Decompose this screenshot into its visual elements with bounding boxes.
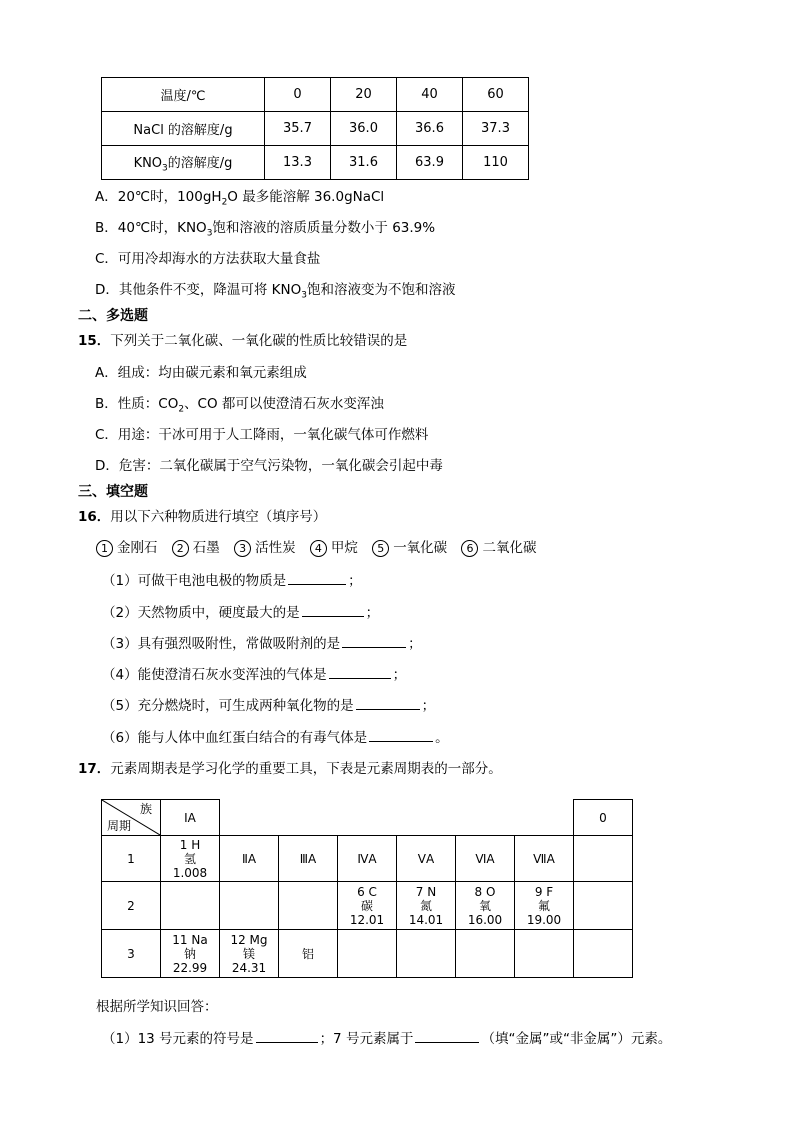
atomic-mass: 19.00 — [526, 912, 562, 927]
q17-sub-1 — [102, 1030, 671, 1048]
substance-name: 活性炭 — [255, 540, 296, 556]
question-number: 16． — [78, 509, 111, 525]
substance-name: 一氧化碳 — [393, 540, 448, 556]
element-name: 钠 — [183, 946, 196, 961]
punctuation: ； — [392, 667, 407, 683]
sub-question-text: ；7 号元素属于 — [319, 1031, 414, 1047]
table-cell: 35.7 — [265, 112, 331, 146]
group-header: ⅠA — [161, 800, 220, 836]
element-n — [397, 882, 456, 930]
punctuation: ； — [365, 605, 380, 621]
element-name: 氟 — [537, 898, 550, 913]
sub-question-text: （1）可做干电池电极的物质是 — [102, 573, 287, 589]
empty-cell — [161, 882, 220, 930]
option-text: B．性质：CO — [95, 396, 179, 412]
group-header: ⅢA — [279, 836, 338, 882]
question-text: 用以下六种物质进行填空（填序号） — [110, 509, 327, 525]
answer-blank[interactable] — [415, 1030, 479, 1043]
group-header: ⅤA — [397, 836, 456, 882]
element-name: 碳 — [360, 898, 373, 913]
q15-option-b — [95, 395, 384, 419]
element-f — [515, 882, 574, 930]
element-symbol: 7 N — [415, 884, 437, 899]
table-row — [102, 836, 633, 882]
sub-question-text: （2）天然物质中，硬度最大的是 — [102, 605, 300, 621]
q16-sub-6 — [102, 729, 449, 747]
subscript: 2 — [178, 404, 185, 415]
element-name: 镁 — [242, 946, 255, 961]
punctuation: ； — [421, 698, 436, 714]
q15-option-a: A．组成：均由碳元素和氧元素组成 — [95, 365, 307, 381]
empty-cell — [574, 930, 633, 978]
empty-cell — [574, 882, 633, 930]
number-circle: 6 — [461, 540, 478, 557]
group-header: ⅥA — [456, 836, 515, 882]
solubility-table — [101, 77, 529, 180]
corner-cell — [102, 800, 161, 836]
element-name: 氮 — [419, 898, 432, 913]
option-text: 饱和溶液的溶质质量分数小于 63.9% — [212, 220, 436, 236]
table-cell: 63.9 — [397, 146, 463, 180]
table-cell: 13.3 — [265, 146, 331, 180]
group-header: ⅡA — [220, 836, 279, 882]
header-cell: 20 — [331, 78, 397, 112]
subscript: 3 — [162, 163, 168, 174]
row-label — [102, 146, 265, 180]
answer-blank[interactable] — [342, 635, 406, 648]
punctuation: ； — [408, 636, 422, 652]
table-row — [102, 112, 529, 146]
empty-cell — [397, 930, 456, 978]
empty-cell — [279, 882, 338, 930]
substance-name: 石墨 — [192, 540, 220, 556]
table-cell: 110 — [463, 146, 529, 180]
period-label: 周期 — [107, 819, 132, 833]
q16-sub-2 — [102, 604, 379, 622]
option-text: O 最多能溶解 36.0gNaCl — [227, 189, 385, 205]
subscript: 2 — [221, 197, 228, 208]
label-text: 的溶解度/g — [167, 155, 233, 171]
punctuation: ； — [348, 573, 362, 589]
empty-cell — [574, 836, 633, 882]
question-text: 元素周期表是学习化学的重要工具，下表是元素周期表的一部分。 — [110, 761, 502, 777]
subscript: 3 — [206, 228, 213, 239]
label-text: KNO — [133, 155, 163, 171]
question-number: 17． — [78, 761, 111, 777]
answer-blank[interactable] — [329, 666, 391, 679]
sub-question-text: （填“金属”或“非金属”）元素。 — [481, 1031, 672, 1047]
empty-cell — [456, 930, 515, 978]
atomic-mass: 12.01 — [349, 912, 385, 927]
number-circle: 5 — [372, 540, 389, 557]
substance-name: 甲烷 — [330, 540, 358, 556]
atomic-mass: 24.31 — [231, 960, 267, 975]
q14-option-c: C．可用冷却海水的方法获取大量食盐 — [95, 251, 321, 267]
q14-option-b — [95, 219, 435, 243]
question-number: 15． — [78, 333, 111, 349]
sub-question-text: （1）13 号元素的符号是 — [102, 1031, 254, 1047]
answer-blank[interactable] — [356, 697, 420, 710]
atomic-mass: 1.008 — [172, 865, 208, 880]
element-symbol: 9 F — [534, 884, 554, 899]
element-symbol: 1 H — [179, 837, 201, 852]
answer-blank[interactable] — [302, 604, 364, 617]
q15-option-d: D．危害：二氧化碳属于空气污染物，一氧化碳会引起中毒 — [95, 458, 443, 474]
empty-cell — [220, 882, 279, 930]
header-cell: 0 — [265, 78, 331, 112]
q14-option-d — [95, 281, 456, 305]
substance-name: 金刚石 — [117, 540, 158, 556]
sub-question-text: （4）能使澄清石灰水变浑浊的气体是 — [102, 667, 327, 683]
option-text: A．20℃时，100gH — [95, 189, 222, 205]
element-na — [161, 930, 220, 978]
element-symbol: 12 Mg — [230, 932, 268, 947]
header-cell: 40 — [397, 78, 463, 112]
q15-option-c: C．用途：干冰可用于人工降雨，一氧化碳气体可作燃料 — [95, 427, 429, 443]
option-text: 饱和溶液变为不饱和溶液 — [307, 282, 456, 298]
punctuation: 。 — [435, 730, 449, 746]
empty-cell — [338, 930, 397, 978]
answer-blank[interactable] — [256, 1030, 318, 1043]
element-symbol: 6 C — [357, 884, 377, 899]
question-text: 下列关于二氧化碳、一氧化碳的性质比较错误的是 — [110, 333, 408, 349]
number-circle: 2 — [172, 540, 189, 557]
table-row — [102, 78, 529, 112]
sub-question-text: （3）具有强烈吸附性，常做吸附剂的是 — [102, 636, 341, 652]
element-o — [456, 882, 515, 930]
number-circle: 3 — [234, 540, 251, 557]
number-circle: 4 — [310, 540, 327, 557]
q16-sub-1 — [102, 572, 362, 590]
atomic-mass: 22.99 — [172, 960, 208, 975]
group-header: 0 — [574, 800, 633, 836]
answer-blank[interactable] — [288, 572, 346, 585]
empty-cell — [515, 930, 574, 978]
period-number: 2 — [102, 882, 161, 930]
table-cell: 36.6 — [397, 112, 463, 146]
table-cell: 31.6 — [331, 146, 397, 180]
period-number: 3 — [102, 930, 161, 978]
q16-sub-3 — [102, 635, 422, 653]
element-symbol: 8 O — [474, 884, 496, 899]
table-cell: 37.3 — [463, 112, 529, 146]
atomic-mass: 16.00 — [467, 912, 503, 927]
q15-stem — [78, 332, 407, 350]
table-row — [102, 800, 633, 836]
q16-stem — [78, 508, 326, 526]
header-cell: 温度/℃ — [102, 78, 265, 112]
element-h — [161, 836, 220, 882]
group-label: 族 — [140, 802, 153, 816]
element-c — [338, 882, 397, 930]
element-name: 氢 — [183, 851, 196, 866]
sub-question-text: （5）充分燃烧时，可生成两种氧化物的是 — [102, 698, 354, 714]
q16-sub-5 — [102, 697, 435, 715]
q14-option-a — [95, 188, 384, 212]
option-text: 、CO 都可以使澄清石灰水变浑浊 — [184, 396, 384, 412]
table-row — [102, 882, 633, 930]
element-al: 铝 — [279, 930, 338, 978]
q17-instruction: 根据所学知识回答： — [96, 999, 218, 1015]
sub-question-text: （6）能与人体中血红蛋白结合的有毒气体是 — [102, 730, 368, 746]
atomic-mass: 14.01 — [408, 912, 444, 927]
element-name: 氧 — [478, 898, 491, 913]
substance-name: 二氧化碳 — [482, 540, 537, 556]
q17-stem — [78, 760, 502, 778]
section-heading: 三、填空题 — [78, 484, 148, 500]
subscript: 3 — [301, 290, 307, 301]
element-mg — [220, 930, 279, 978]
table-row — [102, 930, 633, 978]
option-text: B．40℃时，KNO — [95, 220, 207, 236]
period-number: 1 — [102, 836, 161, 882]
table-row — [102, 146, 529, 180]
group-header: ⅣA — [338, 836, 397, 882]
option-text: D．其他条件不变，降温可将 KNO — [95, 282, 302, 298]
table-cell: 36.0 — [331, 112, 397, 146]
q16-sub-4 — [102, 666, 406, 684]
group-header: ⅦA — [515, 836, 574, 882]
header-cell: 60 — [463, 78, 529, 112]
periodic-table — [101, 799, 633, 978]
q16-substance-list — [96, 539, 536, 557]
empty-header-span — [220, 800, 574, 836]
row-label: NaCl 的溶解度/g — [102, 112, 265, 146]
section-heading: 二、多选题 — [78, 308, 148, 324]
answer-blank[interactable] — [369, 729, 433, 742]
element-symbol: 11 Na — [172, 932, 208, 947]
number-circle: 1 — [96, 540, 113, 557]
